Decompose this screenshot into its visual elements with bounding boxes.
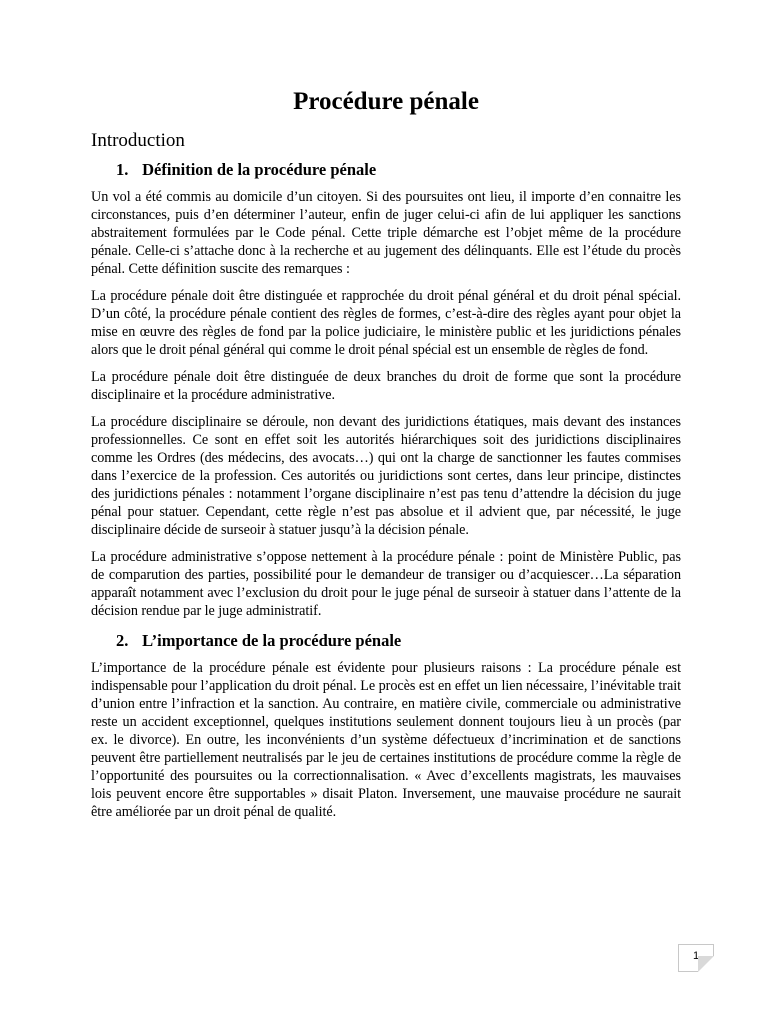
page-number: 1 (692, 950, 700, 962)
paragraph: La procédure pénale doit être distinguée et rapprochée du droit pénal général et du droit pénal spécial. D’un côté, la procédure pénale contient des règles de formes, c’est-à-dire des règles ayant pour objet la mise en œuvre des règles de fond par la police judiciaire, le ministère public et les juridictions pénales alors que le droit pénal général qui comme le droit pénal spécial est un ensemble de règles de fond. (91, 288, 681, 358)
paragraph: La procédure pénale doit être distinguée de deux branches du droit de forme que sont la procédure disciplinaire et la procédure administrative. (91, 369, 681, 403)
paragraph: La procédure disciplinaire se déroule, non devant des juridictions étatiques, mais devant des instances professionnelles. Ce sont en effet soit les autorités hiérarchiques soit des juridictions disciplinaires comme les Ordres (des médecins, des avocats…) qui ont la charge de sanctionner les fautes commises dans l’exercice de la profession. Ces autorités ou juridictions sont certes, dans leur principe, distinctes des juridictions pénales : notamment l’organe disciplinaire n’est pas tenu d’attendre la décision du juge pénal pour statuer. Cependant, cette règle n’est pas absolue et il advient que, par nécessité, le juge disciplinaire décide de surseoir à statuer jusqu’à la décision pénale. (91, 414, 681, 538)
document-title: Procédure pénale (293, 88, 479, 115)
paragraph: L’importance de la procédure pénale est évidente pour plusieurs raisons : La procédure pénale est indispensable pour l’application du droit pénal. Le procès est en effet un lien nécessaire, l’inévitable trait d’union entre l’infraction et la sanction. Au contraire, en matière civile, commerciale ou administrative reste un accident exceptionnel, quelques institutions seulement donnent toujours lieu à un procès (par ex. le divorce). En outre, les inconvénients d’un système défectueux d’incrimination et de sanctions peuvent être partiellement neutralisés par le jeu de certaines institutions de procédure comme la règle de l’opportunité des poursuites ou la correctionnalisation. « Avec d’excellents magistrats, les mauvaises lois peuvent encore être supportables » disait Platon. Inversement, une mauvaise procédure ne saurait être améliorée par un droit pénal de qualité. (91, 660, 681, 820)
section-number: 2. (116, 631, 129, 650)
section-number: 1. (116, 160, 129, 179)
page-number-box (678, 944, 714, 972)
introduction-heading: Introduction (91, 130, 185, 151)
page-corner-fold-icon (698, 956, 714, 972)
section-heading-definition (91, 158, 681, 182)
paragraph: Un vol a été commis au domicile d’un citoyen. Si des poursuites ont lieu, il importe d’en connaitre les circonstances, puis d’en déterminer l’auteur, enfin de juger celui-ci afin de lui appliquer les sanctions abstraitement formulées par le Code pénal. Cette triple démarche est l’objet même de la procédure pénale. Celle-ci s’attache donc à la recherche et au jugement des délinquants. Elle est l’étude du procès pénal. Cette définition suscite des remarques : (91, 189, 681, 277)
section-heading-text: L’importance de la procédure pénale (142, 631, 402, 650)
section-heading-text: Définition de la procédure pénale (142, 160, 377, 179)
document-page (91, 84, 681, 830)
paragraph: La procédure administrative s’oppose nettement à la procédure pénale : point de Ministère Public, pas de comparution des parties, possibilité pour le demandeur de transiger ou d’acquiescer…La séparation apparaît notamment avec l’exclusion du droit pour le juge pénal de surseoir à statuer dans l’attente de la décision rendue par le juge administratif. (91, 549, 681, 619)
section-heading-importance (91, 629, 681, 653)
